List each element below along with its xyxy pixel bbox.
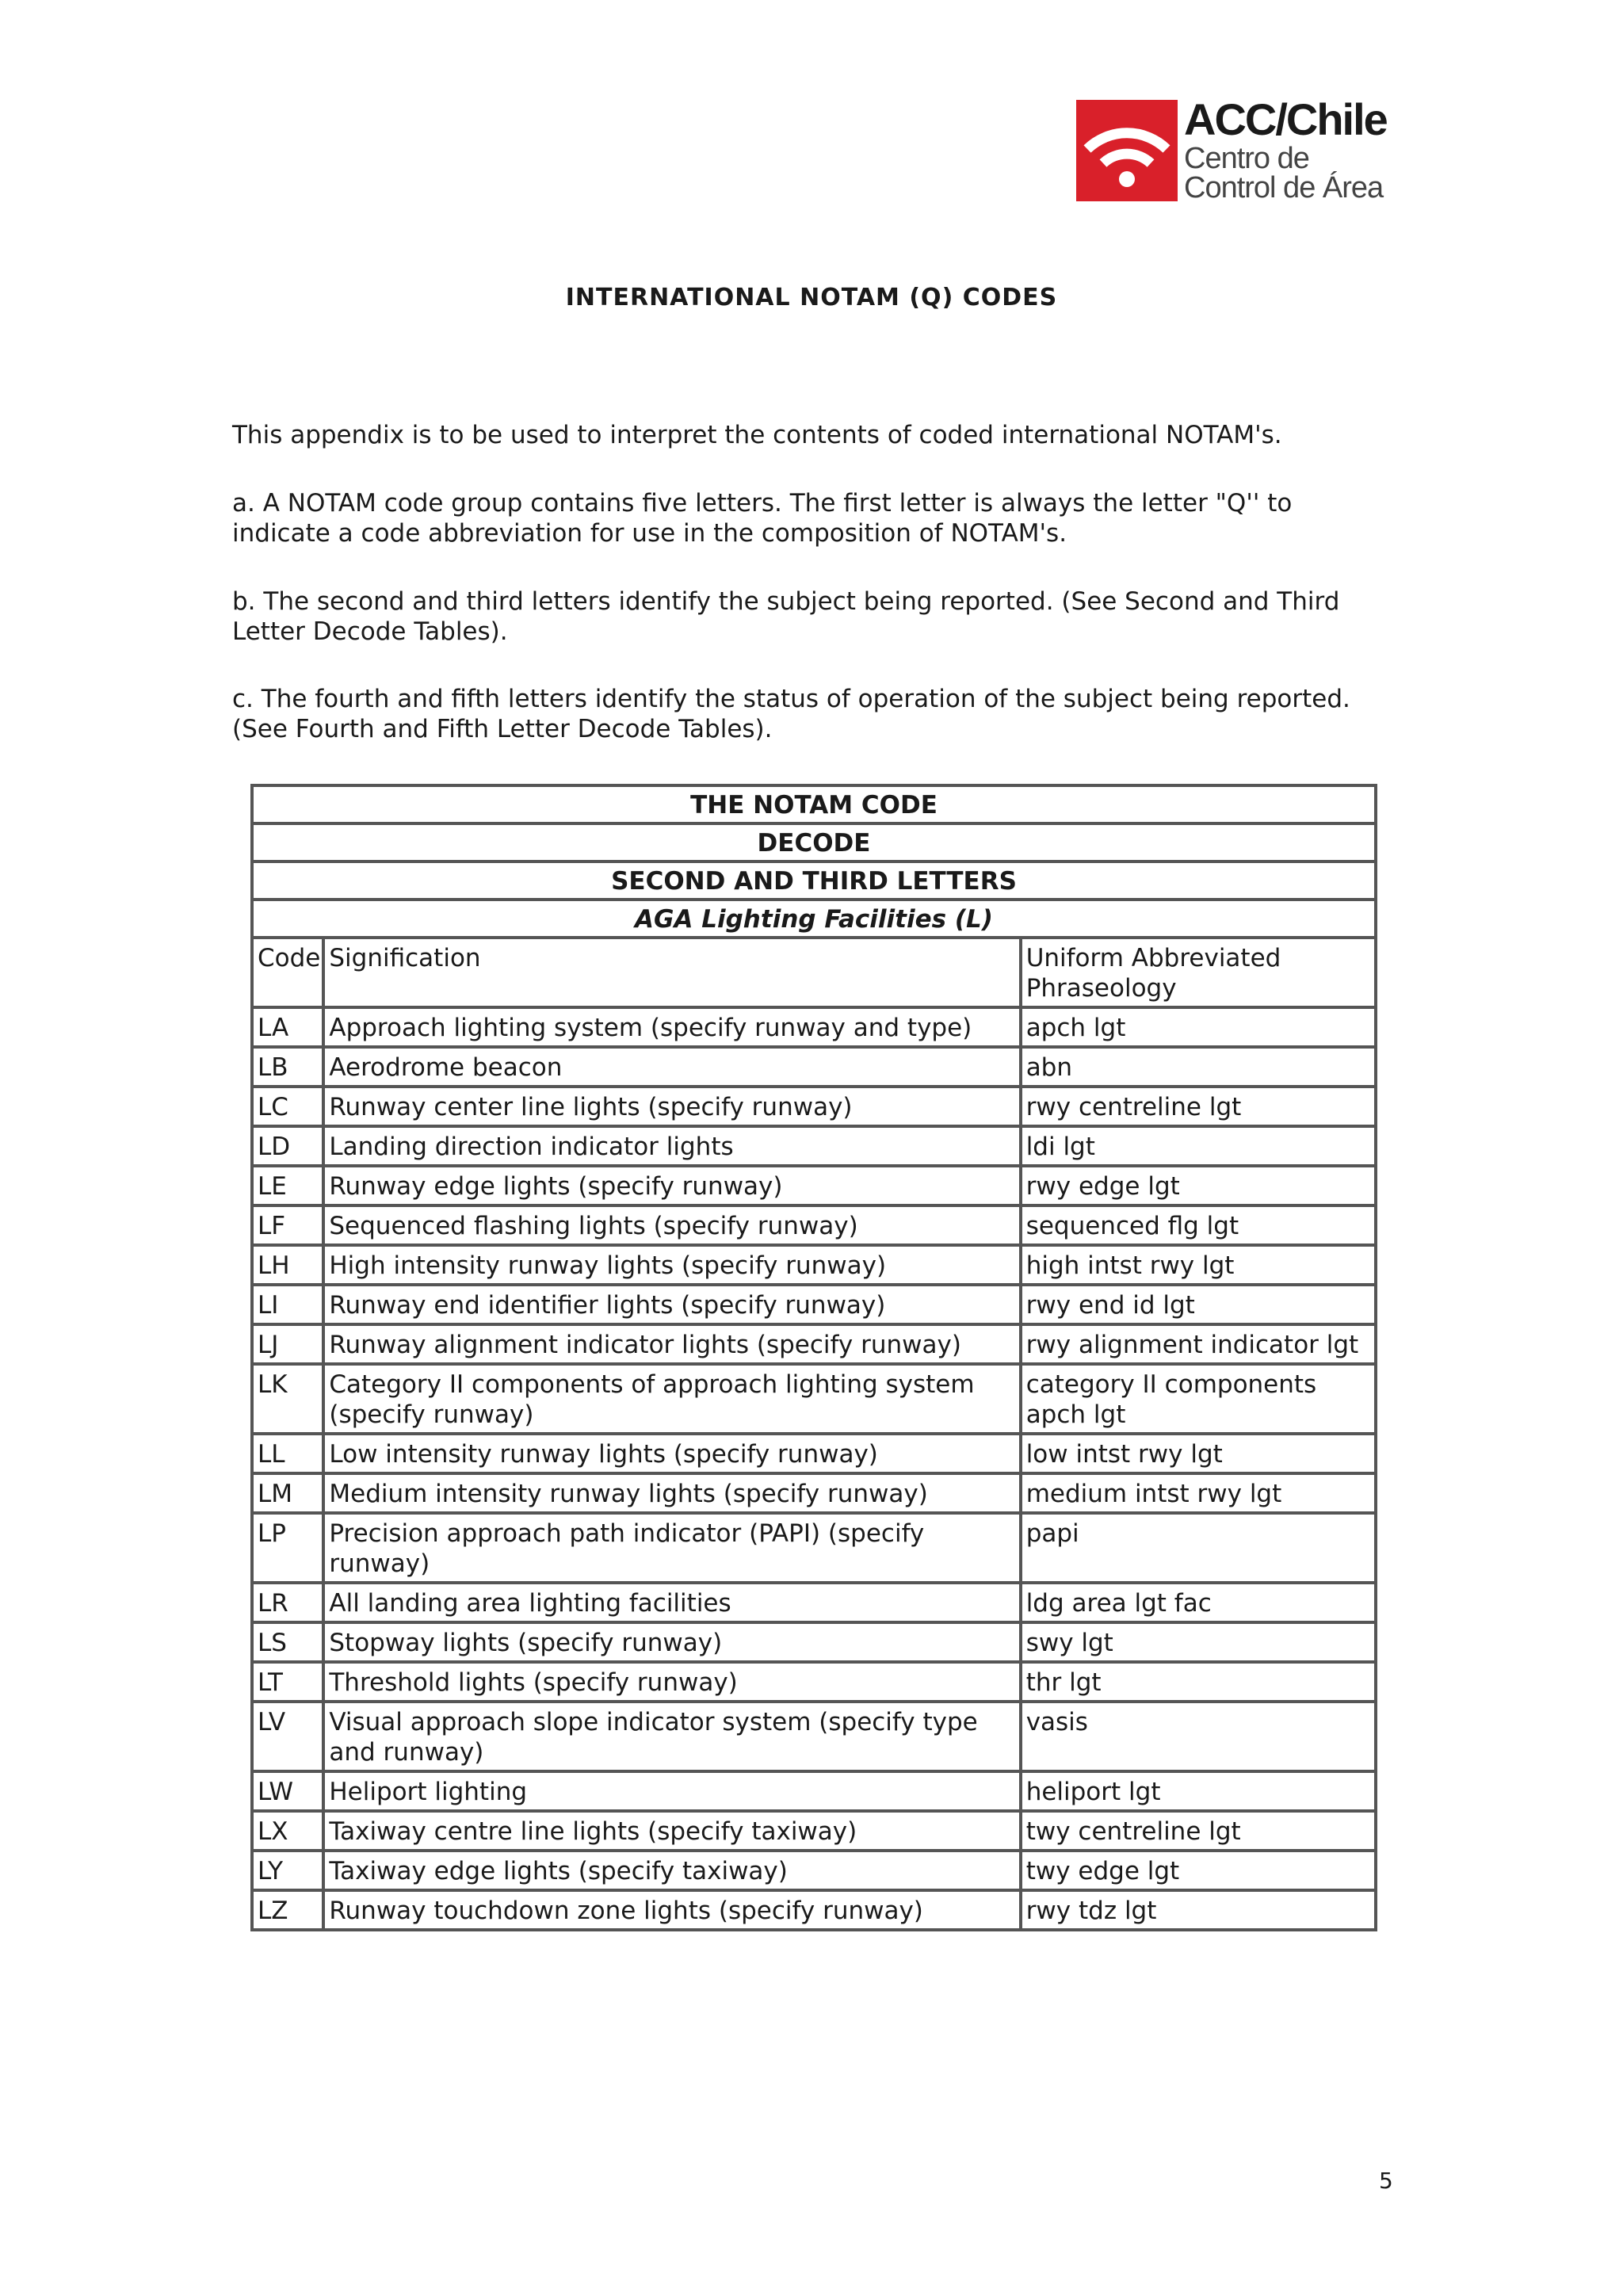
table-subheader-row <box>252 900 1376 938</box>
table-letters-heading: SECOND AND THIRD LETTERS <box>252 861 1376 900</box>
table-row <box>252 1890 1376 1930</box>
cell-phraseology: medium intst rwy lgt <box>1021 1473 1376 1513</box>
cell-signification: Sequenced flashing lights (specify runway) <box>323 1205 1020 1245</box>
cell-code: LL <box>252 1434 323 1473</box>
cell-code: LV <box>252 1702 323 1771</box>
cell-code: LS <box>252 1622 323 1662</box>
cell-signification: High intensity runway lights (specify runway) <box>323 1245 1020 1285</box>
cell-signification: Landing direction indicator lights <box>323 1126 1020 1166</box>
cell-signification: Medium intensity runway lights (specify runway) <box>323 1473 1020 1513</box>
cell-code: LT <box>252 1662 323 1702</box>
cell-phraseology: rwy centreline lgt <box>1021 1087 1376 1126</box>
cell-code: LW <box>252 1771 323 1811</box>
cell-signification: Taxiway edge lights (specify taxiway) <box>323 1851 1020 1890</box>
cell-phraseology: abn <box>1021 1047 1376 1087</box>
notam-code-table <box>250 784 1377 1931</box>
cell-code: LF <box>252 1205 323 1245</box>
table-row <box>252 1662 1376 1702</box>
column-header-code: Code <box>252 938 323 1007</box>
cell-phraseology: papi <box>1021 1513 1376 1583</box>
logo-name: ACC/Chile <box>1184 94 1387 144</box>
logo-text <box>1184 95 1387 203</box>
cell-signification: Runway touchdown zone lights (specify runway) <box>323 1890 1020 1930</box>
cell-phraseology: vasis <box>1021 1702 1376 1771</box>
cell-signification: Aerodrome beacon <box>323 1047 1020 1087</box>
cell-signification: Stopway lights (specify runway) <box>323 1622 1020 1662</box>
table-row <box>252 1205 1376 1245</box>
table-row <box>252 1513 1376 1583</box>
cell-code: LR <box>252 1583 323 1622</box>
cell-signification: Precision approach path indicator (PAPI) (specify runway) <box>323 1513 1020 1583</box>
table-row <box>252 1166 1376 1205</box>
cell-code: LA <box>252 1007 323 1047</box>
cell-code: LZ <box>252 1890 323 1930</box>
cell-phraseology: rwy edge lgt <box>1021 1166 1376 1205</box>
paragraph-a: a. A NOTAM code group contains five letters. The first letter is always the letter "Q'' to indicate a code abbreviation for use in the composition of NOTAM's. <box>232 489 1293 548</box>
table-row <box>252 1245 1376 1285</box>
cell-code: LK <box>252 1364 323 1434</box>
table-header-row <box>252 861 1376 900</box>
wifi-signal-icon <box>1076 100 1178 201</box>
cell-code: LB <box>252 1047 323 1087</box>
cell-signification: Threshold lights (specify runway) <box>323 1662 1020 1702</box>
table-row <box>252 1851 1376 1890</box>
cell-phraseology: ldi lgt <box>1021 1126 1376 1166</box>
cell-signification: Low intensity runway lights (specify runway) <box>323 1434 1020 1473</box>
table-title: THE NOTAM CODE <box>252 785 1376 823</box>
table-row <box>252 1434 1376 1473</box>
table-row <box>252 1811 1376 1851</box>
cell-code: LH <box>252 1245 323 1285</box>
table-row <box>252 1324 1376 1364</box>
column-header-signification: Signification <box>323 938 1020 1007</box>
cell-phraseology: rwy end id lgt <box>1021 1285 1376 1324</box>
logo <box>1076 94 1393 204</box>
table-row <box>252 1007 1376 1047</box>
cell-phraseology: low intst rwy lgt <box>1021 1434 1376 1473</box>
table-header-row <box>252 823 1376 861</box>
cell-code: LD <box>252 1126 323 1166</box>
table-row <box>252 1126 1376 1166</box>
cell-phraseology: swy lgt <box>1021 1622 1376 1662</box>
table-row <box>252 1087 1376 1126</box>
cell-code: LC <box>252 1087 323 1126</box>
cell-phraseology: thr lgt <box>1021 1662 1376 1702</box>
cell-signification: Runway end identifier lights (specify runway) <box>323 1285 1020 1324</box>
table-column-header-row <box>252 938 1376 1007</box>
logo-line2: Control de Área <box>1184 171 1384 204</box>
cell-code: LP <box>252 1513 323 1583</box>
cell-signification: Taxiway centre line lights (specify taxiway) <box>323 1811 1020 1851</box>
cell-code: LX <box>252 1811 323 1851</box>
table-row <box>252 1285 1376 1324</box>
logo-line1: Centro de <box>1184 142 1309 175</box>
table-row <box>252 1364 1376 1434</box>
cell-signification: All landing area lighting facilities <box>323 1583 1020 1622</box>
cell-signification: Approach lighting system (specify runway and type) <box>323 1007 1020 1047</box>
cell-phraseology: rwy alignment indicator lgt <box>1021 1324 1376 1364</box>
cell-phraseology: rwy tdz lgt <box>1021 1890 1376 1930</box>
cell-phraseology: category II components apch lgt <box>1021 1364 1376 1434</box>
cell-code: LM <box>252 1473 323 1513</box>
cell-signification: Runway alignment indicator lights (specify runway) <box>323 1324 1020 1364</box>
cell-code: LY <box>252 1851 323 1890</box>
table-header-row <box>252 785 1376 823</box>
column-header-phraseology: Uniform Abbreviated Phraseology <box>1021 938 1376 1007</box>
cell-phraseology: apch lgt <box>1021 1007 1376 1047</box>
cell-code: LJ <box>252 1324 323 1364</box>
cell-phraseology: twy edge lgt <box>1021 1851 1376 1890</box>
cell-signification: Runway edge lights (specify runway) <box>323 1166 1020 1205</box>
table-row <box>252 1047 1376 1087</box>
cell-signification: Heliport lighting <box>323 1771 1020 1811</box>
table-row <box>252 1583 1376 1622</box>
paragraph-c: c. The fourth and fifth letters identify the status of operation of the subject being reported. (See Fourth and Fifth Letter Decode Tables). <box>232 685 1350 743</box>
table-category-heading: AGA Lighting Facilities (L) <box>252 900 1376 938</box>
paragraph-intro: This appendix is to be used to interpret the contents of coded international NOTAM's. <box>232 421 1282 449</box>
page-title: INTERNATIONAL NOTAM (Q) CODES <box>565 284 1058 311</box>
cell-phraseology: twy centreline lgt <box>1021 1811 1376 1851</box>
cell-signification: Runway center line lights (specify runway) <box>323 1087 1020 1126</box>
paragraph-b: b. The second and third letters identify the subject being reported. (See Second and Third Letter Decode Tables). <box>232 587 1340 646</box>
cell-phraseology: sequenced flg lgt <box>1021 1205 1376 1245</box>
page-number: 5 <box>1379 2168 1393 2194</box>
cell-signification: Category II components of approach lighting system (specify runway) <box>323 1364 1020 1434</box>
cell-signification: Visual approach slope indicator system (specify type and runway) <box>323 1702 1020 1771</box>
table-decode-heading: DECODE <box>252 823 1376 861</box>
cell-phraseology: ldg area lgt fac <box>1021 1583 1376 1622</box>
table-row <box>252 1702 1376 1771</box>
cell-code: LE <box>252 1166 323 1205</box>
cell-code: LI <box>252 1285 323 1324</box>
cell-phraseology: heliport lgt <box>1021 1771 1376 1811</box>
table-row <box>252 1473 1376 1513</box>
table-row <box>252 1771 1376 1811</box>
table-row <box>252 1622 1376 1662</box>
cell-phraseology: high intst rwy lgt <box>1021 1245 1376 1285</box>
